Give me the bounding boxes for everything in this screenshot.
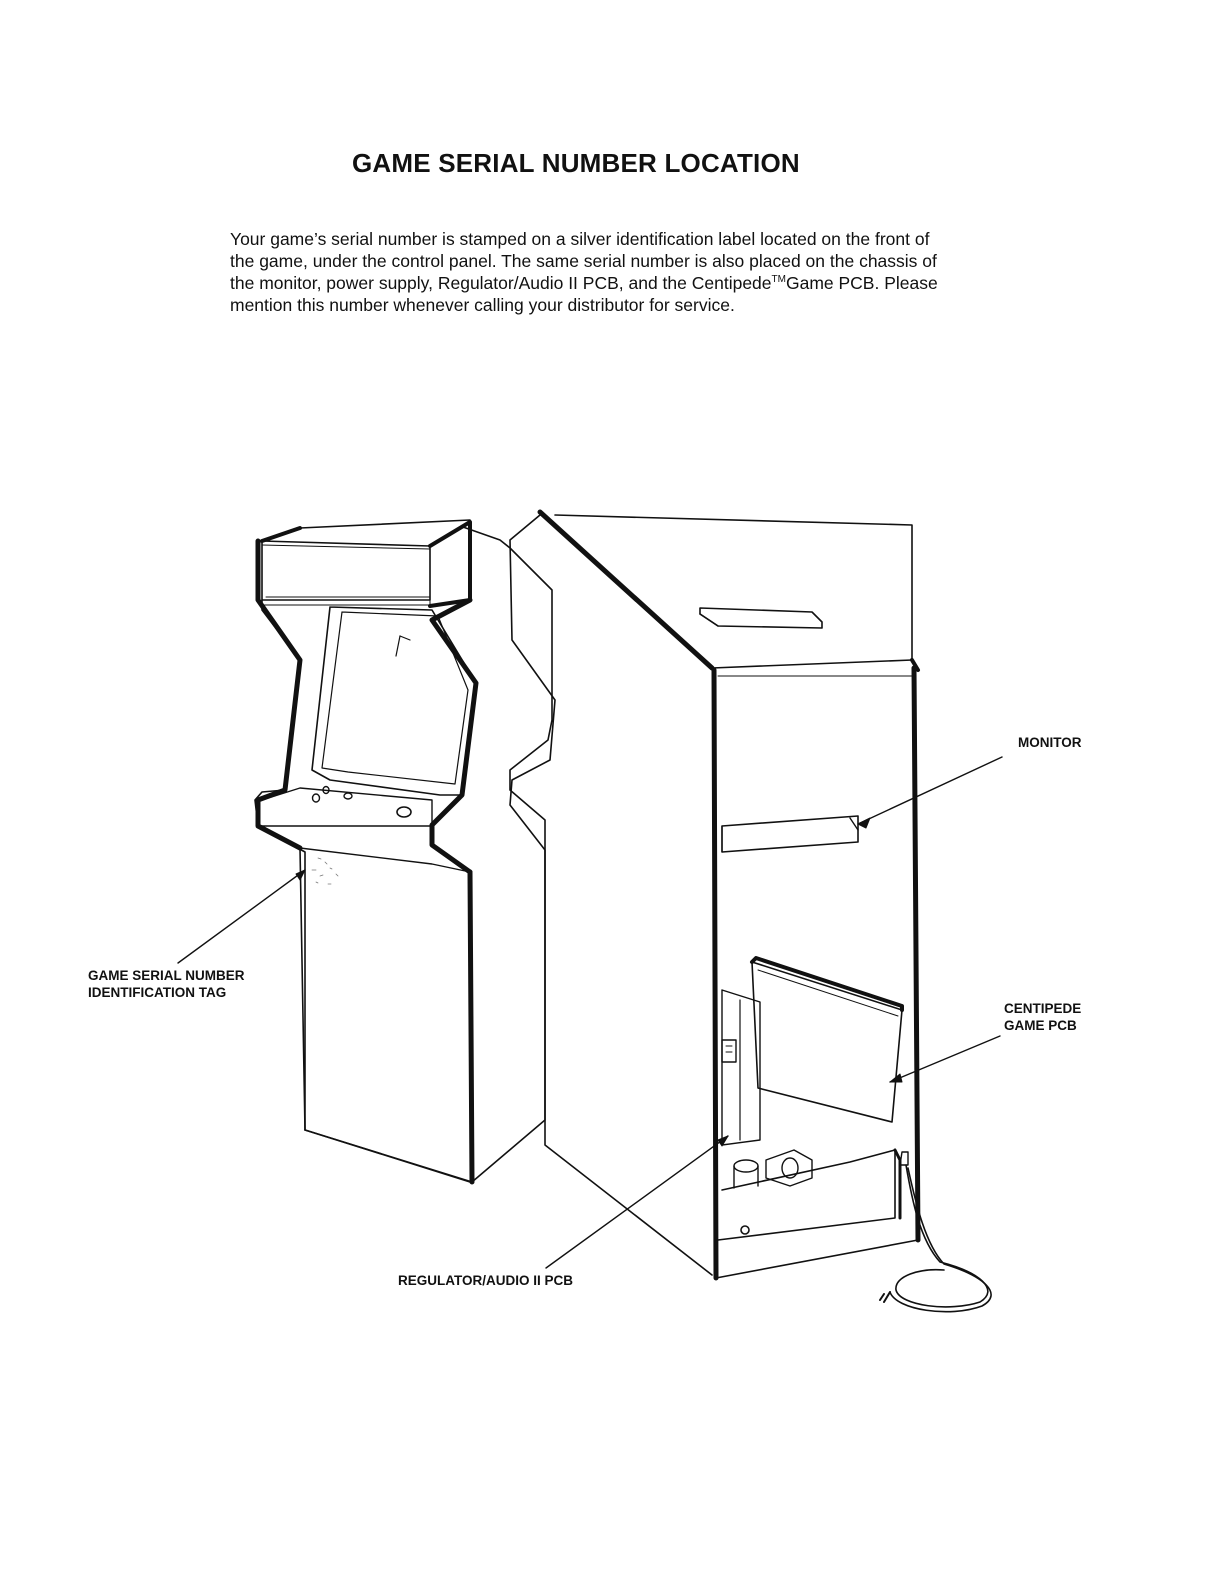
front-cabinet	[255, 520, 552, 1182]
centipede-pcb-callout	[1004, 1000, 1081, 1034]
serial-tag-callout	[88, 967, 245, 1001]
callout-lines	[178, 757, 1002, 1268]
serial-tag-label-line1: GAME SERIAL NUMBER	[88, 968, 245, 983]
centipede-pcb-leader	[890, 1036, 1000, 1082]
monitor-callout	[1018, 734, 1082, 751]
serial-tag-label-line2: IDENTIFICATION TAG	[88, 985, 227, 1000]
paragraph-part1: Your game’s serial number is stamped on a silver identification label located on the front of the game, under the control panel. The same serial number is also placed on the chassis of the monitor, power supply, Regulator/Audio II PCB, and the Centipede	[230, 229, 937, 293]
rear-cabinet	[510, 512, 991, 1312]
serial-tag-leader	[178, 870, 305, 963]
monitor-label: MONITOR	[1018, 735, 1082, 750]
regulator-callout	[398, 1272, 573, 1289]
centipede-pcb-label-line1: CENTIPEDE	[1004, 1001, 1082, 1016]
monitor-leader	[858, 757, 1002, 824]
regulator-leader	[546, 1136, 728, 1268]
paragraph-part2: Game PCB. Please mention this number whenever calling your distributor for service.	[230, 273, 938, 315]
page-title: GAME SERIAL NUMBER LOCATION	[352, 148, 800, 178]
regulator-label: REGULATOR/AUDIO II PCB	[398, 1273, 574, 1288]
centipede-pcb-label-line2: GAME PCB	[1004, 1018, 1077, 1033]
trademark-symbol: TM	[771, 274, 786, 286]
